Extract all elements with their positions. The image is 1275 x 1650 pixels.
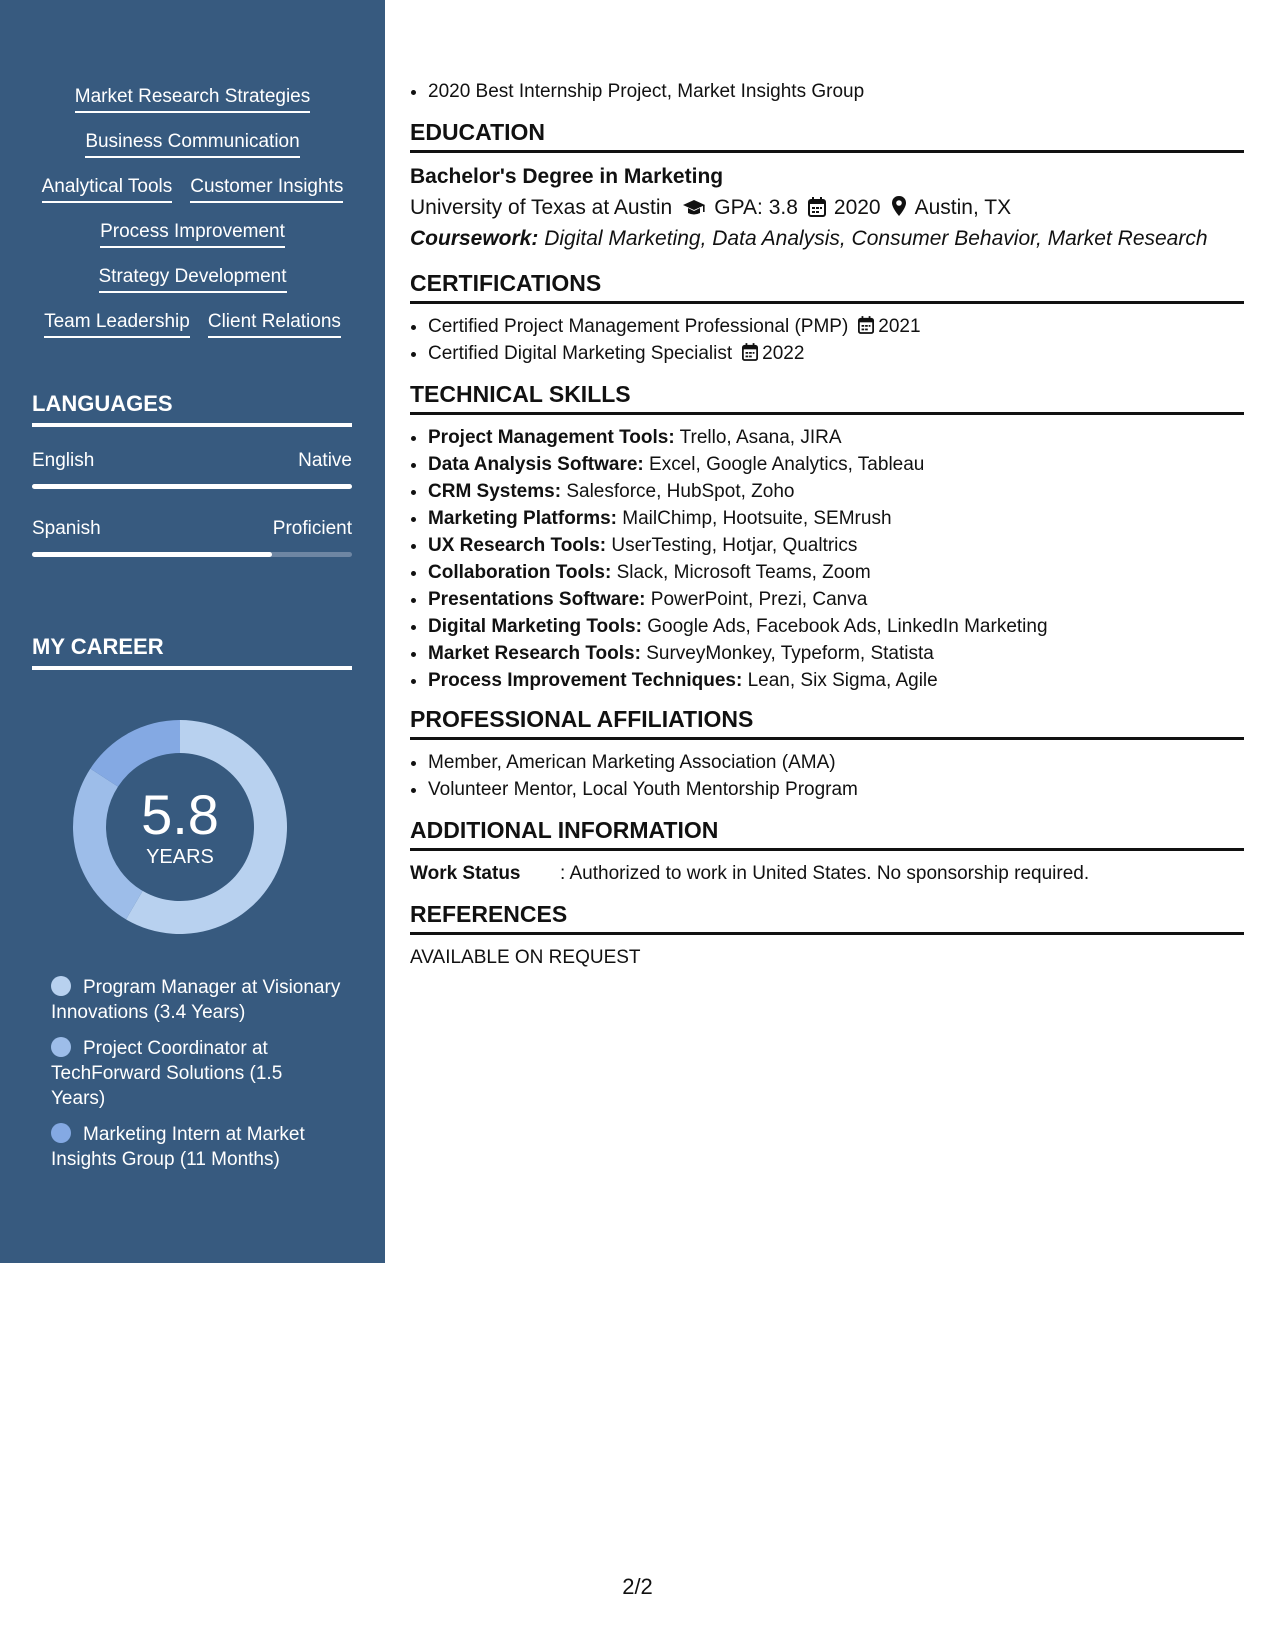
career-legend-label: Program Manager at Visionary Innovations (3.4 Years) <box>51 977 341 1023</box>
technical-skill-item <box>428 451 1244 478</box>
technical-skill-value: Slack, Microsoft Teams, Zoom <box>616 562 871 583</box>
technical-skill-value: UserTesting, Hotjar, Qualtrics <box>611 535 858 556</box>
coursework-label: Coursework: <box>410 227 539 250</box>
certification-name: Certified Project Management Professional (PMP) <box>428 316 849 337</box>
affiliation-item: • Volunteer Mentor, Local Youth Mentorship Program <box>428 776 1244 803</box>
page-number: 2/2 <box>622 1574 653 1599</box>
school-location: Austin, TX <box>914 196 1012 219</box>
technical-skill-label: UX Research Tools: <box>428 535 607 556</box>
skills-row <box>0 85 385 130</box>
career-legend <box>51 975 341 1183</box>
certification-year: 2022 <box>762 343 805 364</box>
technical-skills-heading: TECHNICAL SKILLS <box>410 381 1244 415</box>
work-status-label: Work Status <box>410 863 521 884</box>
certifications-list <box>410 313 1244 367</box>
career-total-years: 5.8 <box>141 783 219 846</box>
career-total-unit: YEARS <box>146 846 214 868</box>
technical-skill-item <box>428 613 1244 640</box>
technical-skill-value: Salesforce, HubSpot, Zoho <box>566 481 795 502</box>
language-name: Spanish <box>32 518 101 539</box>
certifications-heading: CERTIFICATIONS <box>410 270 1244 304</box>
skill-tag: Business Communication <box>85 130 299 158</box>
career-donut-segment <box>90 720 180 787</box>
affiliations-heading: PROFESSIONAL AFFILIATIONS <box>410 706 1244 740</box>
certification-year: 2021 <box>878 316 921 337</box>
technical-skill-value: Lean, Six Sigma, Agile <box>747 670 938 691</box>
languages-heading: LANGUAGES <box>32 391 352 427</box>
technical-skill-label: Process Improvement Techniques: <box>428 670 743 691</box>
career-legend-label: Project Coordinator at TechForward Solutions (1.5 Years) <box>51 1038 283 1109</box>
certification-year-wrap <box>848 316 920 337</box>
technical-skill-value: PowerPoint, Prezi, Canva <box>650 589 868 610</box>
technical-skill-item <box>428 586 1244 613</box>
career-legend-dot <box>51 1037 71 1057</box>
degree-title: Bachelor's Degree in Marketing <box>410 165 724 188</box>
career-legend-item <box>51 1036 341 1111</box>
technical-skill-label: Project Management Tools: <box>428 427 675 448</box>
technical-skill-item <box>428 505 1244 532</box>
coursework <box>410 224 1244 254</box>
technical-skill-value: Excel, Google Analytics, Tableau <box>649 454 925 475</box>
skill-tag: Market Research Strategies <box>75 85 311 113</box>
language-bar-fill <box>32 552 272 557</box>
references-heading: REFERENCES <box>410 901 1244 935</box>
language-level: Native <box>298 450 352 471</box>
education-heading: EDUCATION <box>410 119 1244 153</box>
skills-row <box>0 265 385 310</box>
technical-skill-value: SurveyMonkey, Typeform, Statista <box>646 643 934 664</box>
certification-year-wrap <box>732 343 804 364</box>
graduation-cap-icon <box>682 199 706 217</box>
certification-name: Certified Digital Marketing Specialist <box>428 343 733 364</box>
certification-item <box>428 313 1244 340</box>
career-heading: MY CAREER <box>32 634 352 670</box>
work-status <box>410 860 1244 887</box>
affiliation-item: • Member, American Marketing Association (AMA) <box>428 749 1244 776</box>
technical-skill-label: Marketing Platforms: <box>428 508 617 529</box>
skill-tag: Analytical Tools <box>42 175 173 203</box>
skills-row <box>0 220 385 265</box>
references-text: AVAILABLE ON REQUEST <box>410 947 641 968</box>
location-pin-icon <box>891 195 907 217</box>
technical-skill-value: Google Ads, Facebook Ads, LinkedIn Marketing <box>647 616 1048 637</box>
skill-tag: Strategy Development <box>99 265 287 293</box>
skill-tag: Customer Insights <box>190 175 343 203</box>
language-bar <box>32 552 352 557</box>
technical-skill-label: Digital Marketing Tools: <box>428 616 642 637</box>
career-legend-item <box>51 975 341 1025</box>
technical-skill-label: Data Analysis Software: <box>428 454 644 475</box>
language-name: English <box>32 450 95 471</box>
sidebar <box>0 0 385 1263</box>
language-level: Proficient <box>272 518 352 539</box>
award-item: • 2020 Best Internship Project, Market Insights Group <box>428 78 1244 105</box>
career-legend-item <box>51 1122 341 1172</box>
language-spanish <box>32 518 352 557</box>
technical-skill-label: Market Research Tools: <box>428 643 641 664</box>
skills-row <box>0 310 385 355</box>
affiliations-list <box>410 749 1244 803</box>
technical-skill-value: Trello, Asana, JIRA <box>679 427 842 448</box>
technical-skill-item <box>428 667 1244 694</box>
career-legend-dot <box>51 1123 71 1143</box>
technical-skill-item <box>428 478 1244 505</box>
education-details <box>410 192 1244 224</box>
additional-info-heading: ADDITIONAL INFORMATION <box>410 817 1244 851</box>
awards-list <box>410 78 1244 105</box>
language-english <box>32 450 352 489</box>
skill-tag: Client Relations <box>208 310 341 338</box>
technical-skill-item <box>428 532 1244 559</box>
graduation-year: 2020 <box>833 196 881 219</box>
career-legend-dot <box>51 976 71 996</box>
technical-skill-label: CRM Systems: <box>428 481 562 502</box>
calendar-icon <box>858 316 874 334</box>
skills-row <box>0 130 385 175</box>
calendar-icon <box>808 197 826 217</box>
language-bar <box>32 484 352 489</box>
school-name: University of Texas at Austin <box>410 196 673 219</box>
work-status-value: : Authorized to work in United States. No sponsorship required. <box>560 863 1090 884</box>
skill-tag: Process Improvement <box>100 220 285 248</box>
skill-tag: Team Leadership <box>44 310 190 338</box>
certification-item <box>428 340 1244 367</box>
main-content <box>410 78 1244 971</box>
technical-skill-item <box>428 640 1244 667</box>
career-legend-label: Marketing Intern at Market Insights Group (11 Months) <box>51 1124 305 1170</box>
coursework-list: Digital Marketing, Data Analysis, Consumer Behavior, Market Research <box>544 227 1208 250</box>
gpa: GPA: 3.8 <box>714 196 798 219</box>
calendar-icon <box>742 343 758 361</box>
technical-skill-label: Collaboration Tools: <box>428 562 612 583</box>
technical-skill-value: MailChimp, Hootsuite, SEMrush <box>622 508 892 529</box>
technical-skills-list <box>410 424 1244 694</box>
skills-tag-list <box>0 85 385 355</box>
career-donut-chart <box>66 713 294 941</box>
language-bar-fill <box>32 484 352 489</box>
technical-skill-item <box>428 424 1244 451</box>
technical-skill-label: Presentations Software: <box>428 589 646 610</box>
skills-row <box>0 175 385 220</box>
technical-skill-item <box>428 559 1244 586</box>
